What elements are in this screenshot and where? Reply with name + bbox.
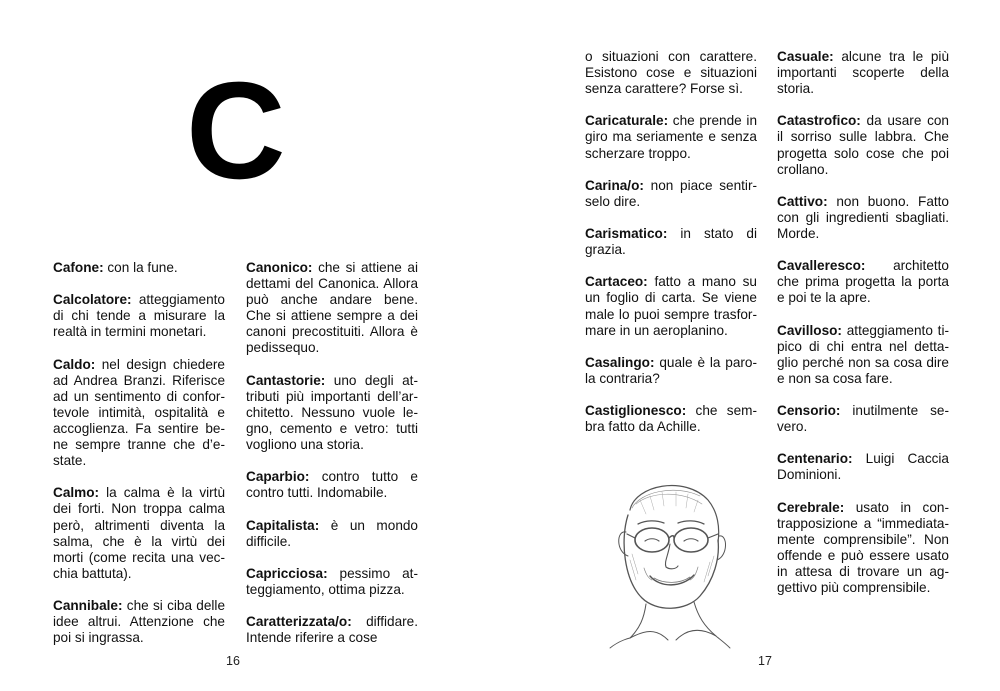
glossary-definition: uno degli attributi più importanti dell’architetto. Nessuno vuole legno, cemento e vetro: tutti vogliono una storia. xyxy=(246,372,418,453)
glossary-column-2 xyxy=(246,260,418,662)
glossary-definition: atteggiamento tipico di chi entra nel dettaglio perché non sa cosa dire e non sa cosa fare. xyxy=(777,322,949,386)
glossary-entry xyxy=(585,178,757,210)
glossary-entry xyxy=(246,260,418,357)
glossary-definition: nel design chiedere ad Andrea Branzi. Riferisce ad un sentimento di confortevole intimità, ospitalità e accoglienza. Fa sentire bene sempre tranne che d’estate. xyxy=(53,356,225,469)
glossary-term: Carismatico: xyxy=(585,226,668,242)
glossary-term: Carina/o: xyxy=(585,177,644,193)
glossary-definition: è un mondo difficile. xyxy=(246,517,418,549)
glossary-entry xyxy=(777,451,949,483)
glossary-definition: in stato di grazia. xyxy=(585,226,757,258)
glossary-entry xyxy=(585,403,757,435)
page-number-right: 17 xyxy=(758,654,772,668)
glossary-entry xyxy=(246,518,418,550)
glossary-definition: pessimo atteggiamento, ottima pizza. xyxy=(246,565,418,597)
glossary-term: Cafone: xyxy=(53,260,104,275)
glossary-column-3 xyxy=(585,49,757,451)
glossary-entry xyxy=(777,258,949,306)
glossary-term: Castiglionesco: xyxy=(585,403,687,419)
glossary-column-4 xyxy=(777,49,949,612)
glossary-term: Cavalleresco: xyxy=(777,258,866,274)
glossary-entry xyxy=(777,49,949,97)
glossary-term: Capitalista: xyxy=(246,517,320,533)
glossary-term: Caldo: xyxy=(53,356,96,372)
glossary-entry xyxy=(53,357,225,470)
glossary-entry xyxy=(585,226,757,258)
glossary-column-1 xyxy=(53,260,225,662)
glossary-entry xyxy=(585,274,757,338)
glossary-definition: da usare con il sorriso sulle labbra. Che progetta solo cose che poi crollano. xyxy=(777,113,949,177)
glossary-term: Cartaceo: xyxy=(585,274,648,290)
glossary-term: Canonico: xyxy=(246,260,313,275)
glossary-definition: quale è la parola contraria? xyxy=(585,354,757,386)
glossary-definition: diffidare. Intende riferire a cose xyxy=(246,614,418,646)
glossary-definition: atteggiamento di chi tende a misurare la realtà in termini monetari. xyxy=(53,292,225,340)
glossary-entry xyxy=(246,614,418,646)
glossary-term: Cantastorie: xyxy=(246,372,326,388)
glossary-entry xyxy=(53,292,225,340)
glossary-term: Calcolatore: xyxy=(53,292,132,308)
glossary-definition: alcune tra le più importanti scoperte della storia. xyxy=(777,49,949,97)
glossary-definition: la calma è la virtù dei forti. Non troppa calma però, altrimenti diventa la salma, che è la virtù dei morti (come recita una vecchia battuta). xyxy=(53,485,225,581)
glossary-term: Cerebrale: xyxy=(777,499,845,515)
glossary-definition: Luigi Caccia Dominioni. xyxy=(777,451,949,483)
glossary-definition: fatto a mano su un foglio di carta. Se viene male lo puoi sempre trasformare in un aeroplanino. xyxy=(585,274,757,338)
glossary-definition: che si ciba delle idee altrui. Attenzione che poi si ingrassa. xyxy=(53,597,225,646)
glossary-term: Catastrofico: xyxy=(777,113,861,129)
glossary-entry xyxy=(777,403,949,435)
glossary-term: Cannibale: xyxy=(53,597,123,613)
glossary-entry xyxy=(53,260,225,276)
glossary-entry xyxy=(777,194,949,242)
glossary-term: Centenario: xyxy=(777,451,853,467)
glossary-entry xyxy=(246,373,418,453)
glossary-entry xyxy=(585,113,757,161)
glossary-definition: o situazioni con carattere. Esistono cose e situazioni senza carattere? Forse sì. xyxy=(585,49,757,97)
glossary-term: Casalingo: xyxy=(585,354,655,370)
glossary-term: Censorio: xyxy=(777,403,841,419)
glossary-definition: usato in contrapposizione a “immediatamente comprensibile”. Non offende e può essere usato in attesa di trovare un aggettivo più comprensibile. xyxy=(777,499,949,596)
glossary-entry xyxy=(585,355,757,387)
section-letter: C xyxy=(186,54,284,208)
glossary-entry xyxy=(53,598,225,646)
page-number-left: 16 xyxy=(226,654,240,668)
glossary-definition: che sembra fatto da Achille. xyxy=(585,403,757,435)
glossary-entry xyxy=(246,469,418,501)
glossary-definition: non buono. Fatto con gli ingredienti sbagliati. Morde. xyxy=(777,193,949,242)
portrait-sketch-image xyxy=(590,470,750,650)
glossary-definition: architetto che prima progetta la porta e poi te la apre. xyxy=(777,258,949,306)
glossary-entry xyxy=(777,500,949,597)
glossary-entry xyxy=(777,323,949,387)
glossary-term: Caratterizzata/o: xyxy=(246,614,352,630)
glossary-definition: non piace sentirselo dire. xyxy=(585,177,757,209)
glossary-term: Casuale: xyxy=(777,49,834,64)
glossary-definition: con la fune. xyxy=(103,260,178,275)
glossary-term: Cattivo: xyxy=(777,193,828,209)
glossary-definition: che si attiene ai dettami del Canonica. Allora può anche andare bene. Che si attiene sempre a dei canoni precostituiti. Allora è pedissequo. xyxy=(246,260,418,356)
glossary-definition: che prende in giro ma seriamente e senza scherzare troppo. xyxy=(585,113,757,161)
glossary-entry xyxy=(53,485,225,582)
glossary-entry xyxy=(777,113,949,177)
glossary-term: Calmo: xyxy=(53,485,100,501)
glossary-entry xyxy=(585,49,757,97)
glossary-term: Cavilloso: xyxy=(777,322,842,338)
glossary-term: Capricciosa: xyxy=(246,565,328,581)
glossary-term: Caparbio: xyxy=(246,469,310,485)
glossary-definition: contro tutto e contro tutti. Indomabile. xyxy=(246,469,418,501)
glossary-definition: inutilmente severo. xyxy=(777,403,949,435)
glossary-entry xyxy=(246,566,418,598)
glossary-term: Caricaturale: xyxy=(585,113,669,129)
